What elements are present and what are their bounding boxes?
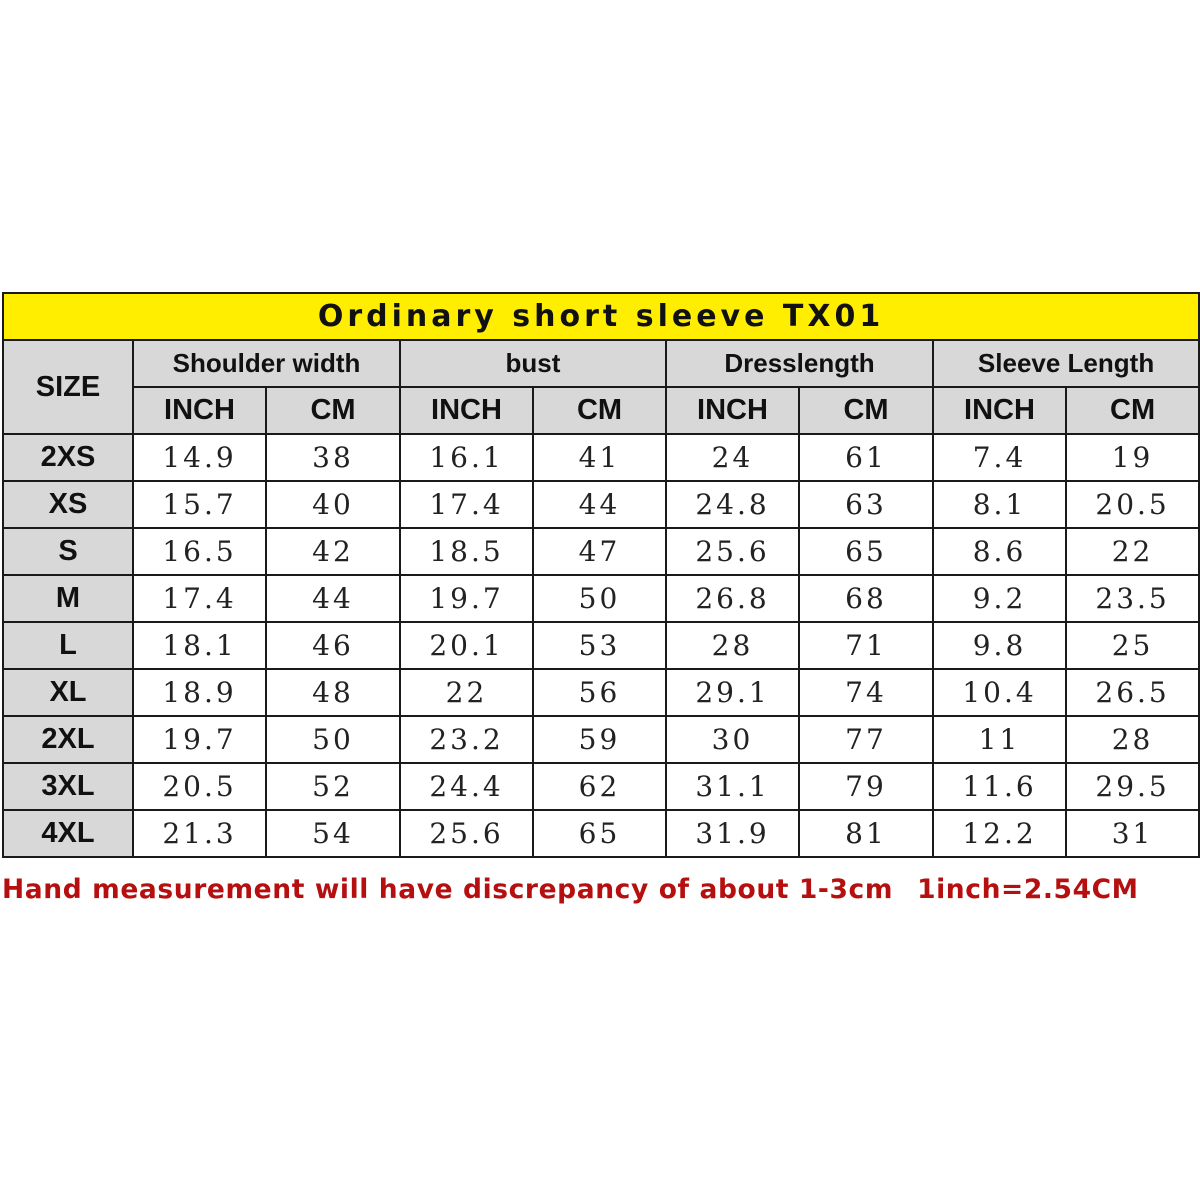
table-row xyxy=(3,669,1199,716)
size-rows xyxy=(3,434,1199,857)
value-cell: 24 xyxy=(666,434,799,481)
value-cell: 11 xyxy=(933,716,1066,763)
value-cell: 10.4 xyxy=(933,669,1066,716)
size-label: 2XL xyxy=(3,716,133,763)
value-cell: 20.1 xyxy=(400,622,533,669)
size-label: 3XL xyxy=(3,763,133,810)
group-header-bust: bust xyxy=(400,340,666,387)
table-row xyxy=(3,716,1199,763)
table-row xyxy=(3,575,1199,622)
value-cell: 28 xyxy=(1066,716,1199,763)
chart-title: Ordinary short sleeve TX01 xyxy=(3,293,1199,340)
value-cell: 29.5 xyxy=(1066,763,1199,810)
size-table xyxy=(2,292,1200,858)
value-cell: 19.7 xyxy=(400,575,533,622)
table-row xyxy=(3,481,1199,528)
value-cell: 23.5 xyxy=(1066,575,1199,622)
inch-conversion-note: 1inch=2.54CM xyxy=(917,874,1139,905)
value-cell: 65 xyxy=(799,528,933,575)
value-cell: 79 xyxy=(799,763,933,810)
unit-header-row xyxy=(3,387,1199,434)
value-cell: 47 xyxy=(533,528,666,575)
value-cell: 54 xyxy=(266,810,400,857)
value-cell: 25.6 xyxy=(666,528,799,575)
unit-header: CM xyxy=(533,387,666,434)
size-label: L xyxy=(3,622,133,669)
value-cell: 14.9 xyxy=(133,434,266,481)
measurement-footnote xyxy=(2,874,1198,905)
value-cell: 61 xyxy=(799,434,933,481)
value-cell: 20.5 xyxy=(1066,481,1199,528)
group-header-dress-length: Dresslength xyxy=(666,340,933,387)
value-cell: 56 xyxy=(533,669,666,716)
unit-header: INCH xyxy=(666,387,799,434)
value-cell: 23.2 xyxy=(400,716,533,763)
value-cell: 21.3 xyxy=(133,810,266,857)
size-column-header: SIZE xyxy=(3,340,133,434)
value-cell: 50 xyxy=(266,716,400,763)
value-cell: 38 xyxy=(266,434,400,481)
size-label: XS xyxy=(3,481,133,528)
group-header-shoulder-width: Shoulder width xyxy=(133,340,400,387)
value-cell: 53 xyxy=(533,622,666,669)
value-cell: 20.5 xyxy=(133,763,266,810)
value-cell: 15.7 xyxy=(133,481,266,528)
value-cell: 22 xyxy=(400,669,533,716)
value-cell: 24.8 xyxy=(666,481,799,528)
value-cell: 41 xyxy=(533,434,666,481)
value-cell: 68 xyxy=(799,575,933,622)
unit-header: INCH xyxy=(933,387,1066,434)
discrepancy-note: Hand measurement will have discrepancy of about 1-3cm xyxy=(2,874,894,905)
table-row xyxy=(3,434,1199,481)
value-cell: 9.2 xyxy=(933,575,1066,622)
value-cell: 18.5 xyxy=(400,528,533,575)
value-cell: 12.2 xyxy=(933,810,1066,857)
value-cell: 50 xyxy=(533,575,666,622)
value-cell: 9.8 xyxy=(933,622,1066,669)
table-row xyxy=(3,810,1199,857)
value-cell: 8.1 xyxy=(933,481,1066,528)
table-row xyxy=(3,763,1199,810)
value-cell: 26.8 xyxy=(666,575,799,622)
group-header-row xyxy=(3,340,1199,387)
unit-header: CM xyxy=(1066,387,1199,434)
value-cell: 18.1 xyxy=(133,622,266,669)
size-label: 2XS xyxy=(3,434,133,481)
value-cell: 74 xyxy=(799,669,933,716)
value-cell: 19 xyxy=(1066,434,1199,481)
value-cell: 44 xyxy=(266,575,400,622)
value-cell: 31 xyxy=(1066,810,1199,857)
value-cell: 29.1 xyxy=(666,669,799,716)
value-cell: 46 xyxy=(266,622,400,669)
value-cell: 22 xyxy=(1066,528,1199,575)
value-cell: 19.7 xyxy=(133,716,266,763)
table-row xyxy=(3,528,1199,575)
value-cell: 16.5 xyxy=(133,528,266,575)
value-cell: 31.9 xyxy=(666,810,799,857)
size-label: XL xyxy=(3,669,133,716)
size-chart xyxy=(2,292,1198,858)
unit-header: CM xyxy=(799,387,933,434)
size-label: M xyxy=(3,575,133,622)
value-cell: 7.4 xyxy=(933,434,1066,481)
value-cell: 25 xyxy=(1066,622,1199,669)
value-cell: 18.9 xyxy=(133,669,266,716)
value-cell: 52 xyxy=(266,763,400,810)
unit-header: CM xyxy=(266,387,400,434)
value-cell: 63 xyxy=(799,481,933,528)
value-cell: 65 xyxy=(533,810,666,857)
value-cell: 71 xyxy=(799,622,933,669)
value-cell: 77 xyxy=(799,716,933,763)
value-cell: 26.5 xyxy=(1066,669,1199,716)
value-cell: 30 xyxy=(666,716,799,763)
size-label: 4XL xyxy=(3,810,133,857)
value-cell: 31.1 xyxy=(666,763,799,810)
value-cell: 81 xyxy=(799,810,933,857)
table-row xyxy=(3,622,1199,669)
value-cell: 17.4 xyxy=(400,481,533,528)
value-cell: 59 xyxy=(533,716,666,763)
title-row xyxy=(3,293,1199,340)
value-cell: 44 xyxy=(533,481,666,528)
value-cell: 25.6 xyxy=(400,810,533,857)
size-label: S xyxy=(3,528,133,575)
value-cell: 11.6 xyxy=(933,763,1066,810)
value-cell: 17.4 xyxy=(133,575,266,622)
value-cell: 16.1 xyxy=(400,434,533,481)
value-cell: 62 xyxy=(533,763,666,810)
value-cell: 42 xyxy=(266,528,400,575)
value-cell: 28 xyxy=(666,622,799,669)
value-cell: 48 xyxy=(266,669,400,716)
value-cell: 8.6 xyxy=(933,528,1066,575)
unit-header: INCH xyxy=(133,387,266,434)
value-cell: 24.4 xyxy=(400,763,533,810)
value-cell: 40 xyxy=(266,481,400,528)
unit-header: INCH xyxy=(400,387,533,434)
group-header-sleeve-length: Sleeve Length xyxy=(933,340,1199,387)
